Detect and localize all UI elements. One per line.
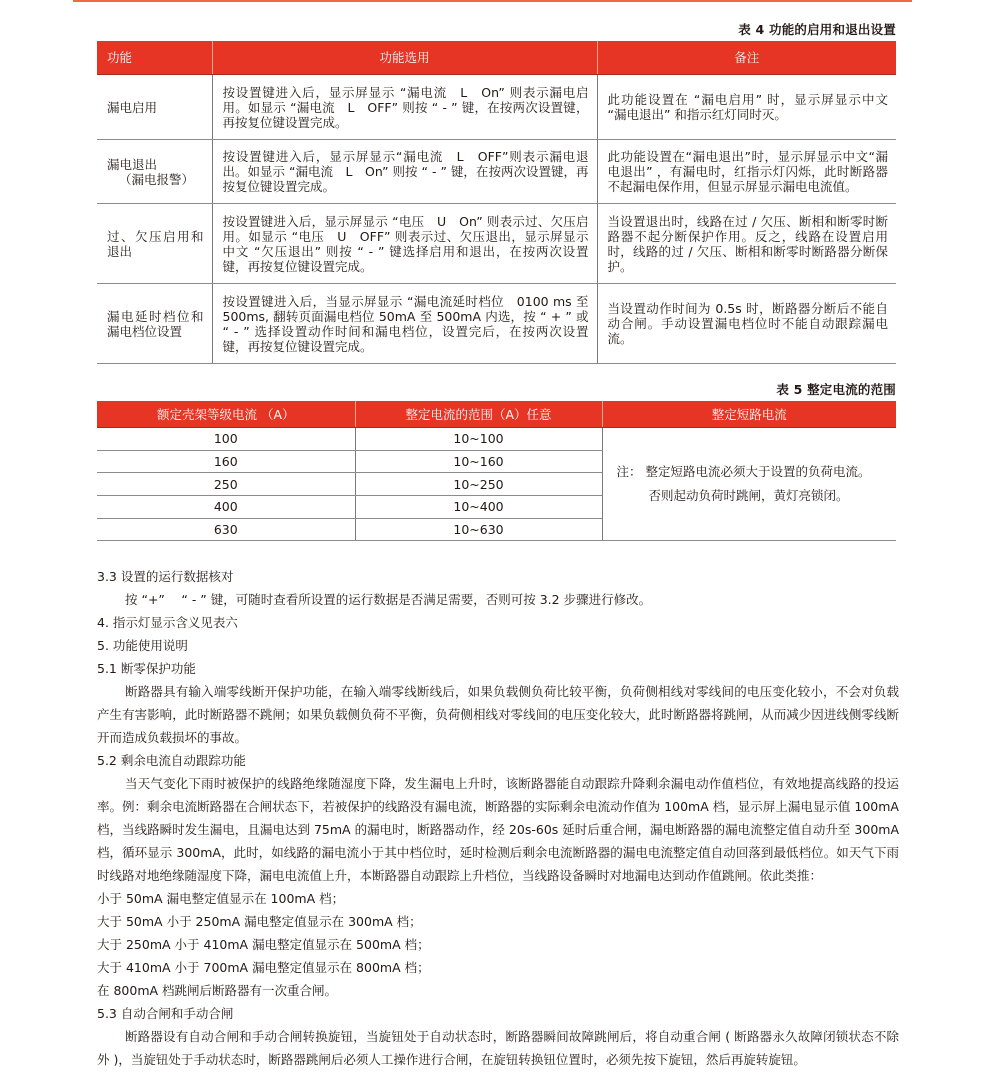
table5-header-short-circuit: 整定短路电流 — [602, 401, 896, 428]
note-line-2: 否则起动负荷时跳闸，黄灯亮锁闭。 — [648, 488, 849, 504]
note-line-1: 注： 整定短路电流必须大于设置的负荷电流。 — [616, 464, 871, 480]
range-cell: 10~100 — [355, 428, 602, 451]
rated-current-cell: 630 — [97, 518, 355, 541]
table-row — [97, 284, 896, 364]
usage-cell: 按设置键进入后，显示屏显示 “漏电流 L On” 则表示漏电启用。如显示 “漏电流 L OFF” 则按 “ - ” 键，在按两次设置键，再按复位键设置完成。 — [212, 75, 597, 140]
table5-header-rated: 额定壳架等级电流 （A） — [97, 401, 355, 428]
rated-current-cell: 400 — [97, 496, 355, 519]
table-row — [97, 140, 896, 204]
function-cell — [97, 284, 212, 364]
list-item: 大于 410mA 小于 700mA 漏电整定值显示在 800mA 档； — [97, 960, 430, 975]
table4-caption: 表 4 功能的启用和退出设置 — [738, 22, 896, 37]
function-cell — [97, 75, 212, 140]
function-name: 漏电延时档位和漏电档位设置 — [107, 308, 204, 339]
table5-header-row — [97, 401, 896, 428]
function-cell — [97, 140, 212, 204]
rated-current-cell: 250 — [97, 473, 355, 496]
table4-header-usage: 功能选用 — [212, 41, 597, 75]
section-3-3-text: 按 “+” “ - ” 键，可随时查看所设置的运行数据是否满足需要，否则可按 3.2 步骤进行修改。 — [125, 592, 652, 607]
list-item: 在 800mA 档跳闸后断路器有一次重合闸。 — [97, 983, 338, 998]
section-5-3-text: 断路器设有自动合闸和手动合闸转换旋钮，当旋钮处于自动状态时，断路器瞬间故障跳闸后，将自动重合闸 ( 断路器永久故障闭锁状态不除外 )，当旋钮处于手动状态时，断路器跳闸后必须人工操作进行合闸，在旋钮转换钮位置时，必须先按下旋钮，然后再旋转旋钮。 — [97, 1029, 899, 1067]
function-subname: （漏电报警） — [119, 171, 195, 187]
top-rule — [73, 0, 912, 2]
rated-current-cell: 160 — [97, 450, 355, 473]
usage-cell: 按设置键进入后，当显示屏显示 “漏电流延时档位 0100 ms 至 500ms, 翻转页面漏电档位 50mA 至 500mA 内选，按 “ + ” 或 “ - ” 选择设置动作时间和漏电档位，设置完后，在按两次设置键，再按复位键设置完成。 — [212, 284, 597, 364]
section-5-title: 5. 功能使用说明 — [97, 638, 188, 653]
list-item: 小于 50mA 漏电整定值显示在 100mA 档； — [97, 891, 345, 906]
section-5-1-title: 5.1 断零保护功能 — [97, 661, 196, 676]
section-5-2-title: 5.2 剩余电流自动跟踪功能 — [97, 753, 246, 768]
note-cell: 当设置退出时，线路在过 / 欠压、断相和断零时断路器不起分断保护作用。反之，线路在设置启用时，线路的过 / 欠压、断相和断零时断路器分断保护。 — [597, 204, 896, 284]
section-3-3-title: 3.3 设置的运行数据核对 — [97, 569, 234, 584]
rated-current-cell: 100 — [97, 428, 355, 451]
range-cell: 10~160 — [355, 450, 602, 473]
note-cell: 此功能设置在 “漏电启用” 时，显示屏显示中文 “漏电退出” 和指示红灯同时灭。 — [597, 75, 896, 140]
range-cell: 10~250 — [355, 473, 602, 496]
range-cell: 10~630 — [355, 518, 602, 541]
function-name: 漏电启用 — [107, 99, 158, 115]
document-body — [97, 565, 899, 1071]
range-cell: 10~400 — [355, 496, 602, 519]
function-name: 过、欠压启用和退出 — [107, 228, 204, 259]
table5-header-range: 整定电流的范围（A）任意 — [355, 401, 602, 428]
section-4-title: 4. 指示灯显示含义见表六 — [97, 615, 238, 630]
note-cell: 此功能设置在“漏电退出”时，显示屏显示中文“漏电退出” ，有漏电时，红指示灯闪烁，此时断路器不起漏电保作用，但显示屏显示漏电电流值。 — [597, 140, 896, 204]
table5-current-range — [97, 401, 896, 541]
note-cell: 当设置动作时间为 0.5s 时，断路器分断后不能自动合闸。手动设置漏电档位时不能自动跟踪漏电流。 — [597, 284, 896, 364]
section-5-1-text: 断路器具有输入端零线断开保护功能，在输入端零线断线后，如果负载侧负荷比较平衡，负荷侧相线对零线间的电压变化较小，不会对负载产生有害影响，此时断路器不跳闸；如果负载侧负荷不平衡，负荷侧相线对零线间的电压变化较大，此时断路器将跳闸，从而减少因进线侧零线断开而造成负载损坏的事故。 — [97, 684, 899, 745]
usage-cell: 按设置键进入后，显示屏显示 “电压 U On” 则表示过、欠压启用。如显示 “电压 U OFF” 则表示过、欠压退出，显示屏显示中文 “欠压退出” 则按 “ - ” 键选择启用和退出，在按两次设置键，再按复位键设置完成。 — [212, 204, 597, 284]
section-5-2-text: 当天气变化下雨时被保护的线路绝缘随湿度下降，发生漏电上升时，该断路器能自动跟踪升降剩余漏电动作值档位，有效地提高线路的投运率。例：剩余电流断路器在合闸状态下，若被保护的线路没有漏电流，断路器的实际剩余电流动作值为 100mA 档，显示屏上漏电显示值 100mA 档，当线路瞬时发生漏电，且漏电达到 75mA 的漏电时，断路器动作，经 20s-60s 延时后重合闸，漏电断路器的漏电流整定值自动升至 300mA 档，循环显示 300mA，此时，如线路的漏电流小于其中档位时，延时检测后剩余电流断路器的漏电电流整定值自动回落到最低档位。如天气下雨时线路对地绝缘随湿度下降，漏电电流值上升，本断路器自动跟踪上升档位，当线路设备瞬时对地漏电达到动作值跳闸。依此类推： — [97, 776, 899, 883]
table5-caption: 表 5 整定电流的范围 — [776, 382, 896, 397]
function-cell — [97, 204, 212, 284]
table4-header-row — [97, 41, 896, 75]
function-name: 漏电退出 — [107, 156, 158, 172]
short-circuit-note-cell — [602, 428, 896, 541]
table-row — [97, 204, 896, 284]
table-row — [97, 428, 896, 451]
list-item: 大于 250mA 小于 410mA 漏电整定值显示在 500mA 档； — [97, 937, 430, 952]
section-5-3-title: 5.3 自动合闸和手动合闸 — [97, 1006, 234, 1021]
usage-cell: 按设置键进入后，显示屏显示“漏电流 L OFF”则表示漏电退出。如显示 “漏电流 L On” 则按 “ - ” 键，在按两次设置键，再按复位键设置完成。 — [212, 140, 597, 204]
table4-header-function: 功能 — [97, 41, 212, 75]
table-row — [97, 75, 896, 140]
table4-header-note: 备注 — [597, 41, 896, 75]
list-item: 大于 50mA 小于 250mA 漏电整定值显示在 300mA 档； — [97, 914, 422, 929]
table4-function-settings — [97, 41, 896, 364]
